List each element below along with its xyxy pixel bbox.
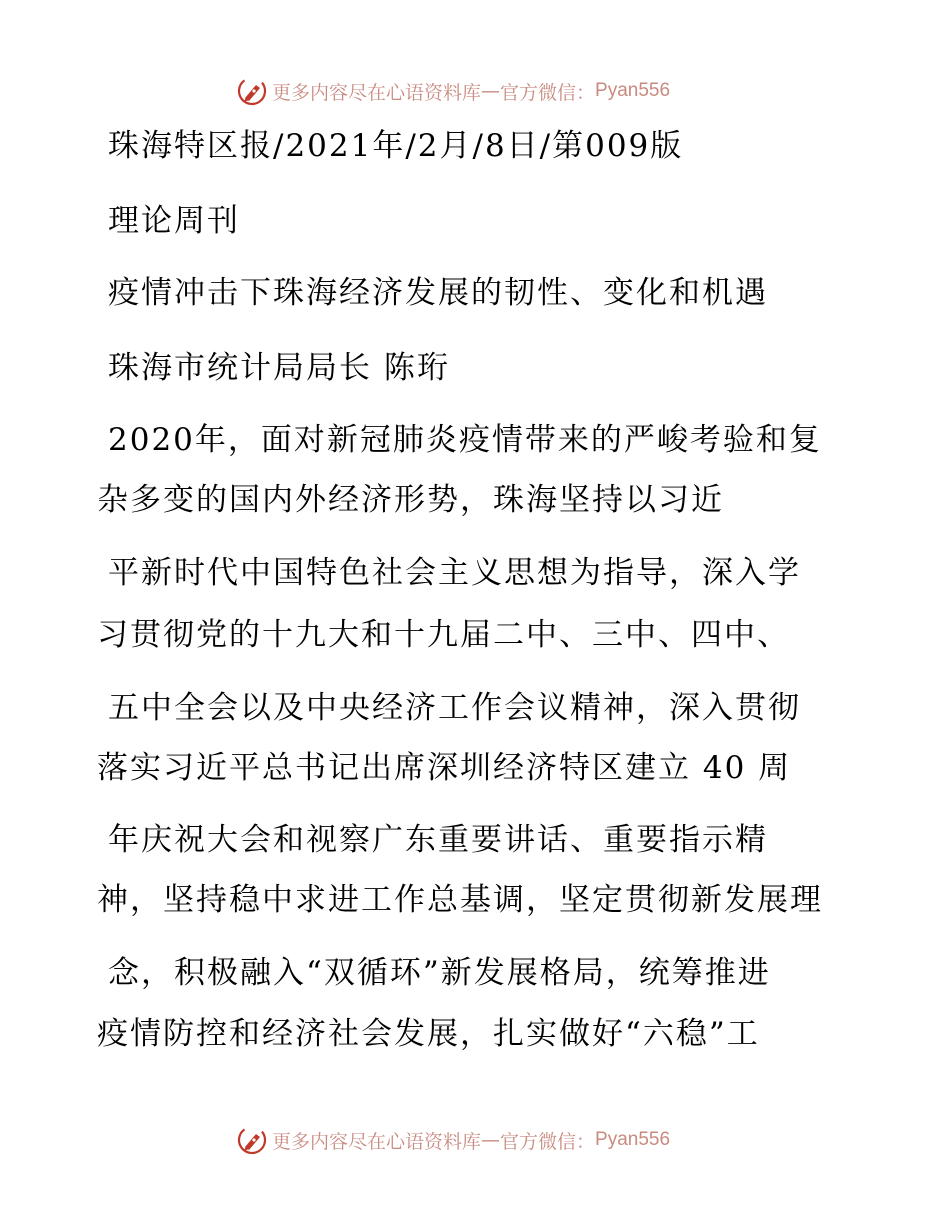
watermark-text: 更多内容尽在心语资料库 (272, 1130, 482, 1153)
watermark-wechat-label: 官方微信： (500, 81, 596, 104)
watermark-wechat-label: 官方微信： (500, 1130, 596, 1153)
body-line: 平新时代中国特色社会主义思想为指导，深入学 (108, 555, 801, 591)
body-line: 2020年，面对新冠肺炎疫情带来的严峻考验和复 (108, 422, 822, 458)
watermark-wechat-id: Pyan556 (595, 80, 671, 101)
watermark-banner-top (236, 74, 670, 108)
body-line: 疫情防控和经济社会发展，扎实做好“六稳”工 (97, 1016, 760, 1052)
article-title: 疫情冲击下珠海经济发展的韧性、变化和机遇 (108, 275, 768, 311)
watermark-wechat-id: Pyan556 (595, 1129, 671, 1150)
body-line: 落实习近平总书记出席深圳经济特区建立 40 周 (97, 750, 792, 786)
watermark-separator: — (481, 80, 501, 102)
body-line: 年庆祝大会和视察广东重要讲话、重要指示精 (108, 822, 768, 858)
source-line: 珠海特区报/2021年/2月/8日/第009版 (108, 128, 684, 164)
section-label: 理论周刊 (108, 203, 240, 239)
article-author: 珠海市统计局局长 陈珩 (108, 350, 450, 386)
watermark-text: 更多内容尽在心语资料库 (272, 81, 482, 104)
body-line: 杂多变的国内外经济形势，珠海坚持以习近 (97, 482, 724, 518)
body-line: 五中全会以及中央经济工作会议精神，深入贯彻 (108, 690, 801, 726)
pen-nib-logo-icon (236, 1124, 268, 1156)
pen-nib-logo-icon (236, 75, 268, 107)
watermark-banner-bottom (236, 1123, 670, 1157)
watermark-separator: — (481, 1129, 501, 1151)
body-line: 习贯彻党的十九大和十九届二中、三中、四中、 (97, 617, 790, 653)
body-line: 念，积极融入“双循环”新发展格局，统筹推进 (108, 955, 771, 991)
body-line: 神，坚持稳中求进工作总基调，坚定贯彻新发展理 (97, 882, 823, 918)
